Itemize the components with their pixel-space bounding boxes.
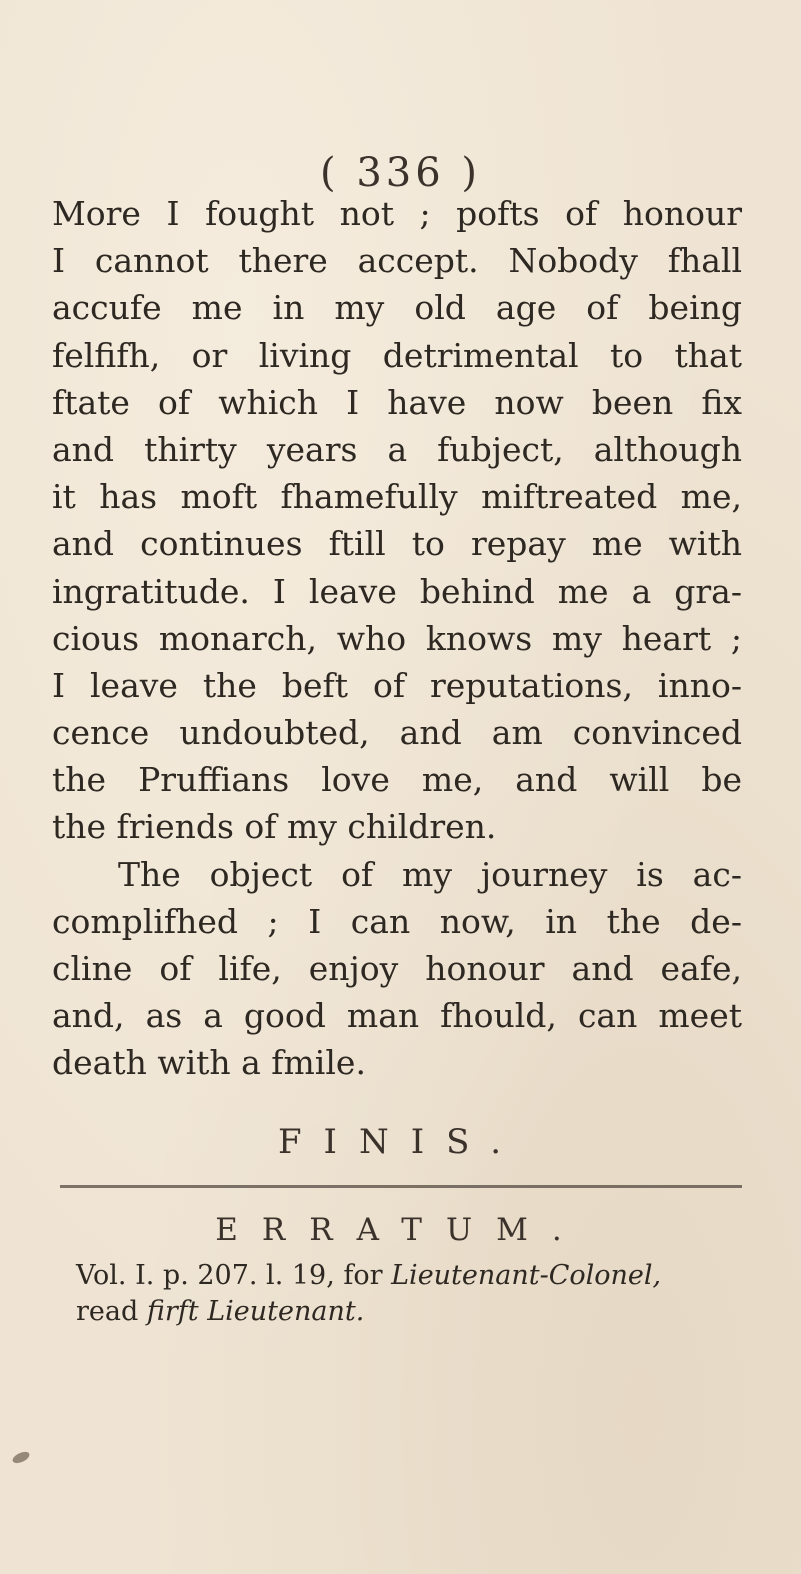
erratum-text [76,1258,748,1330]
erratum-line-1 [76,1258,748,1294]
text-line: the Pruffians love me, and will be [52,760,742,800]
erratum-wrong: Lieutenant-Colonel, [391,1260,662,1291]
text-line: More I fought not ; pofts of honour [52,194,742,233]
text-line: I cannot there accept. Nobody fhall [52,241,742,281]
text-line: death with a fmile. [52,1043,366,1083]
body-text [52,190,742,1087]
text-line: cence undoubted, and am convinced [52,713,742,753]
text-line: and continues ftill to repay me with [52,524,742,564]
text-line: and thirty years a fubject, although [52,429,742,469]
erratum-heading: ERRATUM. [215,1212,586,1248]
erratum-read-label: read [76,1296,147,1327]
text-line: it has moft fhamefully miftreated me, [52,477,742,517]
text-line: I leave the beft of reputations, inno- [52,665,742,705]
finis-heading: FINIS. [277,1122,524,1162]
text-line: and, as a good man fhould, can meet [52,996,742,1036]
page-number: ( 336 ) [320,150,481,196]
text-line: The object of my journey is ac- [118,854,742,894]
text-line: felfifh, or living detrimental to that [52,335,742,375]
text-line: cious monarch, who knows my heart ; [52,618,742,658]
text-line: cline of life, enjoy honour and eafe, [52,949,742,988]
text-line: ftate of which I have now been fix [52,382,742,422]
text-line: the friends of my children. [52,807,497,847]
erratum-right: firft Lieutenant. [146,1296,365,1327]
text-line: complifhed ; I can now, in the de- [52,901,742,941]
text-line: accufe me in my old age of being [52,288,742,328]
ink-speck [11,1450,31,1466]
erratum-line-2 [76,1294,748,1330]
text-line: ingratitude. I leave behind me a gra- [52,571,742,611]
erratum-prefix: Vol. I. p. 207. l. 19, for [76,1260,392,1291]
divider-rule [60,1185,742,1188]
